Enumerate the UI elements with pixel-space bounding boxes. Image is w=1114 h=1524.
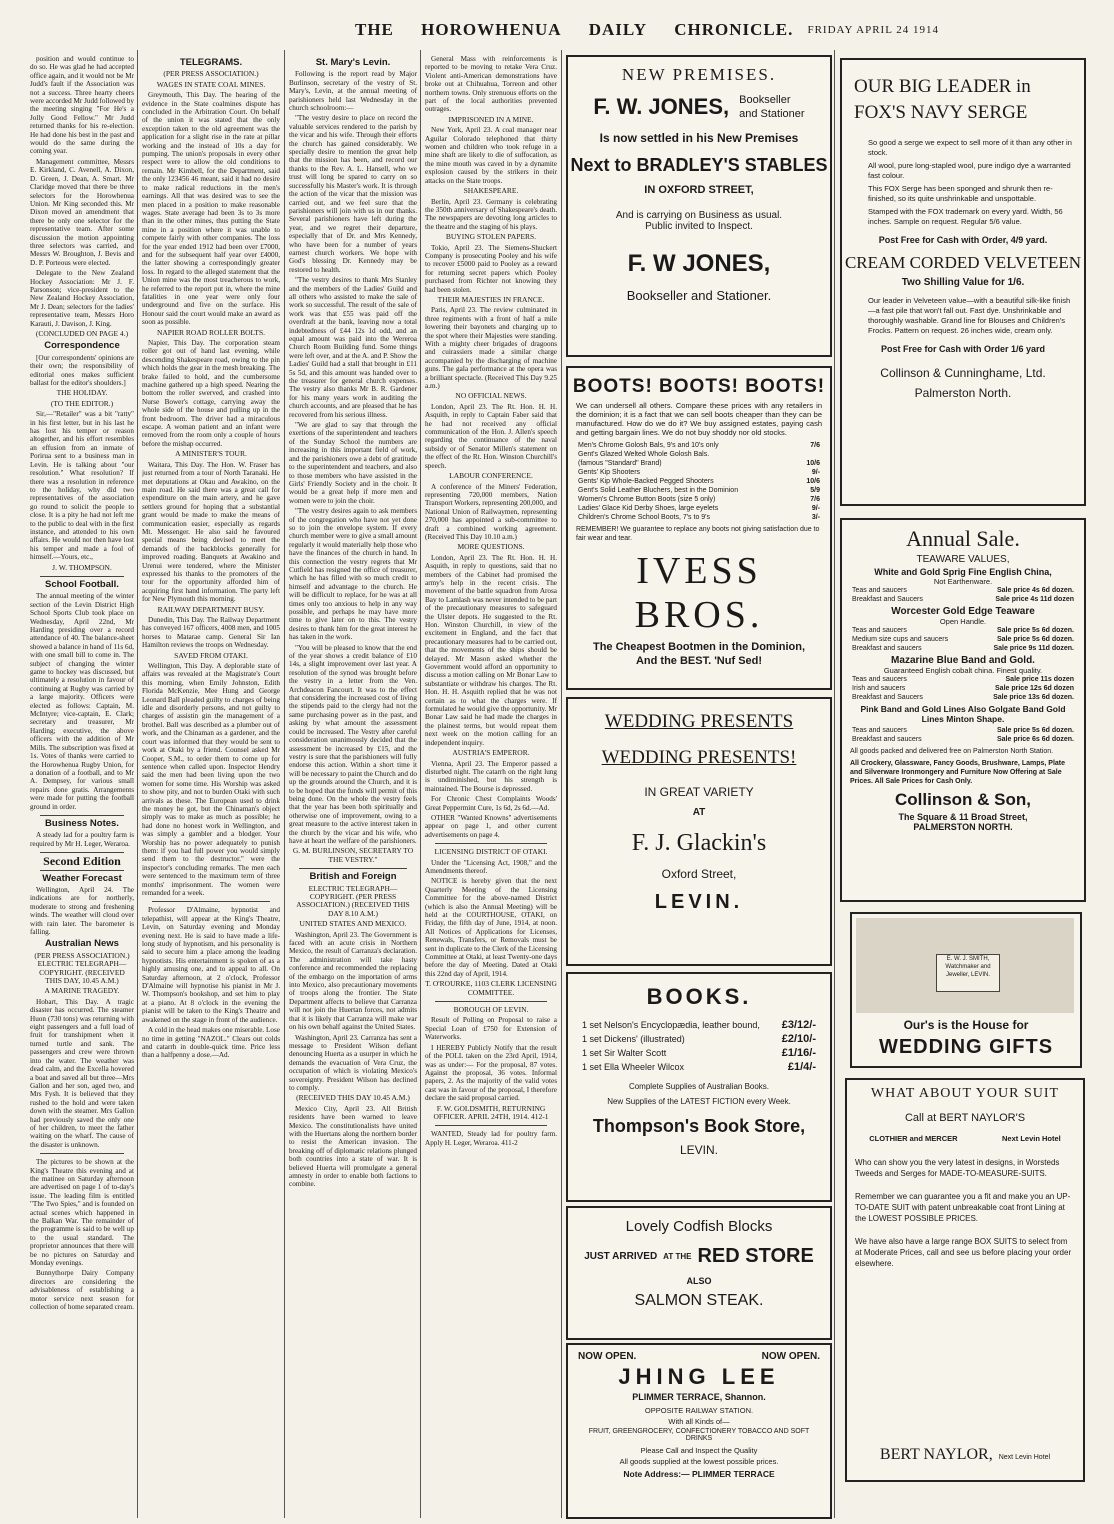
price-row — [578, 486, 820, 495]
ad-line: Call at BERT NAYLOR'S — [904, 1112, 1026, 1124]
ad-name: F. W. JONES, — [593, 94, 730, 119]
article-text: Tokio, April 23. The Siemens-Shuckert Company is prosecuting Pooley and his wife to recover £5000 paid to Pooley as a reward for returning secret papers which Pooley purchased from Richter not knowing they had been stolen. — [425, 243, 557, 294]
wire-credit: (PER PRESS ASSOCIATION.) — [163, 69, 259, 79]
article-text: London, April 23. The Rt. Hon. H. H. Asquith, in reply to Captain Faber said that he had not received any official communication of the Hon. J. Allen's speech regarding the continuance of the naval subsidy or of Senator Millen's statement on the effect of the Rt. Hon. Winston Churchill's speech. — [425, 402, 557, 470]
masthead — [0, 0, 1114, 44]
ad-line: Not Earthenware. — [933, 577, 993, 586]
price-item: 1 set Dickens' (illustrated) — [582, 1034, 685, 1044]
price-value: Sale price 11s dozen — [1005, 676, 1074, 683]
divider — [40, 815, 124, 816]
price-list — [568, 1018, 830, 1074]
article-text: Napier, This Day. The corporation steam roller got out of hand last evening, while descending Shakespeare road, owing to the pin which holds the gear in the mesh breaking. The brake failed to hold, and the cumbersome machine gathered up a high speed. Nearing the bottom the roller swerved, and crashed into Nurse Bower's cottage, carrying away the whole side of the house and pulling up in the front bedroom. The driver had a miraculous escape. A woman patient and an infant were removed from the room only a couple of hours before the mishap occurred. — [142, 339, 280, 448]
ad-title: Annual Sale. — [906, 526, 1020, 551]
price-value: 10/6 — [806, 460, 820, 467]
article-text: A cold in the head makes one miserable. Lose no time in getting "NAZOL." Clears out colds and catarrh in double-quick time. Price less than a halfpenny a dose.—Ad. — [142, 1026, 280, 1060]
ad-text: REMEMBER! We guarantee to replace any boots not giving satisfaction due to fair wear and tear. — [576, 526, 820, 542]
ad-line: All goods supplied at the lowest possible prices. — [619, 1457, 779, 1466]
ad-line: New Supplies of the LATEST FICTION every Week. — [607, 1097, 791, 1106]
ad-text: We can undersell all others. Compare these prices with any retailers in the dominion; it is a fact that we can sell boots cheaper than they can be manufactured. How do we do it? We buy assigned estates, paying cash and getting bargain lines. We do not buy shoddy nor old stocks. — [576, 401, 822, 437]
price-row — [852, 693, 1074, 702]
price-value: 9/- — [811, 469, 820, 476]
divider — [435, 1001, 547, 1002]
article-text: Paris, April 23. The review culminated in three regiments with a front of half a mile lowering their bayonets and charging up to the spot where their Majesties were standing. With a mighty cheer brigades of dragoons and cuirassiers made a similar charge accompanied by the discharging of machine guns. The gala performance at the opera was a brilliant spectacle. (Received This Day 9.25 a.m.) — [425, 306, 557, 391]
ad-line: Palmerston North. — [914, 386, 1012, 400]
price-item: (famous "Standard" Brand) — [578, 460, 662, 467]
article-text: Wellington, This Day. A deplorable state of affairs was revealed at the Magistrate's Court this morning, when Emily Johnston, Edith Florida McKenzie, Mee Hung and George Leonard Ball pleaded guilty to charges of being idle and disorderly persons, and not guilty to charges of assistin gin the management of a brothel. Ball was described as a plumber out of work, and the Chinaman as a gardener, and the court was informed that they would be sent to work at Otaki by a friend. Counsel asked Mr Cooper, S.M., to order them to come up for sentence when called upon. Inspector Hendry said the men had been living upon the two women for some time. His Worship was asked to show pity, and not to burden Otaki with such arrivals as these. The European used to drink the money he got, but the Chinaman's object simply was to make as much as possible; he had done no honest work in Wellington, and was simply a gambler and a blodger. Your Worship has no power adequately to punish them: if you had full power you would simply send them to the destructor." were the inspector's concluding remarks. The men each were sentenced to the maximum term of three months' imprisonment. The women were remanded for a week. — [142, 662, 280, 897]
ad-line: NOW OPEN. — [578, 1351, 637, 1362]
price-item: Gent's Glazed Welted Whole Golosh Bals. — [578, 451, 710, 458]
article-text: Mexico City, April 23. All British residents have been warned to leave Mexico. The constitutionalists have united with the Huertans along the northern border to resist the American invasion. The breaking off of diplomatic relations plunged both countries into a state of war. It is believed Huerta will promulgate a general amnesty in order to enable both factions to combine. — [289, 1104, 417, 1189]
wire-credit: (PER PRESS ASSOCIATION.) ELECTRIC TELEGRAPH—COPYRIGHT. (RECEIVED THIS DAY, 10.45 A.M.) — [34, 950, 130, 986]
ad-glackin — [566, 697, 832, 966]
article-text: Waitara, This Day. The Hon. W. Fraser has just returned from a tour of North Taranaki. He met deputations at Okau and Awakino, on the main road. He said there was a great call for expenditure on the main artery, and he gave settlers ground for hoping that a substantial grant would be made to make the means of communication easier, especially as regards Mt. Messenger. He also said he favoured special means being devised to meet the demands of the backblocks generally for improved roading. Banquets at Awakino and Urenui were tendered, where the Minister expressed his thanks to the promoters of the tour for the opportunity afforded him of acquiring first hand information. The party left for New Plymouth this morning. — [142, 460, 280, 604]
article-text: "The vestry desires again to ask members of the congregation who have not yet done so to join the envelope system. If every church member were to give a small amount regularly it would materially help those who have the finances of the church in hand. In this connection the vestry regrets that Mr Cutfield has resigned the office of treasurer, which he has filled with so much credit to himself and advantage to the church. He will be difficult to replace, for he was at all times only too anxious to help in any way possible, and perhaps he may have more time to give later on to this. The vestry desires to thank him for the great interest he has taken in the work. — [289, 507, 417, 642]
ad-title: CREAM CORDED VELVETEEN — [844, 253, 1082, 272]
section-heading: TELEGRAMS. — [179, 57, 243, 68]
ad-line: RED STORE — [697, 1245, 814, 1267]
price-row — [582, 1046, 816, 1060]
ad-line: Complete Supplies of Australian Books. — [628, 1082, 770, 1091]
price-item: 1 set Ella Wheeler Wilcox — [582, 1062, 685, 1072]
notice-signature: T. O'ROURKE, 1103 CLERK LICENSING COMMITTEE. — [425, 979, 557, 997]
price-item: Children's Chrome School Boots, 7's to 9's — [578, 514, 711, 521]
edition-heading: Second Edition — [43, 854, 121, 869]
price-list — [842, 726, 1084, 744]
price-row — [852, 726, 1074, 735]
price-item: 1 set Sir Walter Scott — [582, 1048, 667, 1058]
notice-heading: LICENSING DISTRICT OF OTAKI. — [434, 847, 548, 857]
article-subheading: (TO THE EDITOR.) — [50, 398, 114, 408]
price-value: 7/6 — [810, 442, 820, 449]
price-value: Sale price 5s 6d dozen. — [996, 627, 1074, 634]
price-row — [578, 450, 820, 459]
ad-line: White and Gold Sprig Fine English China, — [874, 567, 1052, 577]
ad-line: With all Kinds of— — [668, 1417, 730, 1426]
price-item: Breakfast and saucers — [852, 736, 922, 743]
column-1 — [30, 55, 134, 1517]
price-row — [852, 644, 1074, 653]
price-item: Irish and saucers — [852, 685, 906, 692]
ad-name: Collinson & Son, — [895, 790, 1031, 809]
notice-subheading: Result of Polling on Proposal to raise a Special Loan of £750 for Extension of Waterworks. — [425, 1016, 557, 1042]
price-row — [852, 684, 1074, 693]
divider — [40, 576, 124, 577]
article-text: Dunedin, This Day. The Railway Department has conveyed 167 officers, 4008 men, and 1005 horses to Matarae camp. General Sir Ian Hamilton reviews the troops on Wednesday. — [142, 616, 280, 650]
ad-line: JUST ARRIVED — [584, 1251, 658, 1262]
price-row — [582, 1060, 816, 1074]
price-row — [578, 513, 820, 522]
ad-text: Stamped with the FOX trademark on every yard. Width, 56 inches. Sample on request. Regular 5/6 value. — [868, 207, 1063, 226]
article-heading: LABOUR CONFERENCE. — [449, 471, 533, 481]
article-text: A steady lad for a poultry farm is required by Mr H. Leger, Weraroa. — [30, 831, 134, 848]
ad-jones — [566, 55, 832, 357]
ad-role: and Stationer — [739, 108, 805, 120]
price-row — [578, 468, 820, 477]
article-heading: SHAKESPEARE. — [463, 186, 519, 196]
ad-line: The Cheapest Bootmen in the Dominion, — [592, 641, 806, 653]
ad-line: NOW OPEN. — [761, 1351, 820, 1362]
article-heading: WAGES IN STATE COAL MINES. — [156, 79, 266, 89]
price-item: Breakfast and Saucers — [852, 694, 923, 701]
ad-text: Remember we can guarantee you a fit and make you an UP-TO-DATE SUIT with patent unbreakable coat front Lining at the LOWEST POSSIBLE PRICES. — [855, 1192, 1071, 1223]
ad-line: Post Free for Cash with Order, 4/9 yard. — [878, 235, 1048, 245]
column-2 — [142, 55, 280, 1517]
ad-name: F. W JONES, — [627, 250, 771, 277]
article-text: "You will be pleased to know that the end of the year shows a credit balance of £10 14s, a slight improvement over last year. A resolution of the synod was brought before the vestry in a letter from the Ven. Archdeacon Fancourt. It was to the effect that considering the increased cost of living the stipends paid to the clergy had not the same purchasing power as in the past, and asking by what amount the assessment could be increased. The Vestry after careful consideration unanimously decided that the assessment be increased by £15, and the vestry is sure that the parishioners will fully endorse this action. Within a short time it will be necessary to paint the Church and do up the grounds around the Church, and it is to be hoped that the funds will permit of this being done. On the whole the vestry feels that the year has been both spiritually and otherwise one of improvement, owing to a great measure to the active interest taken in the church by the vicar and his wife, who have at heart the welfare of the parishioners. — [289, 643, 417, 845]
price-item: Men's Chrome Golosh Bals, 9's and 10's only — [578, 442, 719, 449]
ad-line: LEVIN. — [654, 891, 744, 913]
section-heading: Correspondence — [44, 340, 120, 352]
article-heading: A MINISTER'S TOUR. — [175, 449, 247, 459]
article-heading: NO OFFICIAL NEWS. — [455, 391, 527, 401]
article-text: "The vestry desire to place on record the valuable services rendered to the parish by the vicar and his wife. Through their efforts the church has gained considerably. We specially desire to mention the great help that the mission has been, and record our thanks to the Rev. A. L. Hansell, who we trust will long be spared to carry on so successfully his Master's work. It is through the action of the vicar that the mission was carried out, and we feel sure that the parishioners will join with us in our thanks. Several parishioners have left during the year, and we regret their departure, especially that of Dr. and Mrs Kennedy, who have been for a number of years earnest church workers. We hope with God's blessing Dr. Kennedy may be restored to health. — [289, 114, 417, 274]
ad-line: ALSO — [686, 1276, 712, 1286]
price-value: 10/6 — [806, 478, 820, 485]
ad-jhing-lee — [566, 1343, 832, 1519]
price-row — [578, 504, 820, 513]
ad-line: Next Levin Hotel — [998, 1454, 1051, 1461]
report-signature: G. M. BURLINSON, SECRETARY TO THE VESTRY." — [292, 846, 414, 864]
ad-line: And is carrying on Business as usual. — [615, 210, 783, 221]
ad-text: Who can show you the very latest in designs, in Worsteds Tweeds and Serges for MADE-TO-MEASURE-SUITS. — [855, 1158, 1060, 1178]
column-rule — [834, 50, 835, 1518]
ad-title: BOOTS! BOOTS! BOOTS! — [572, 376, 826, 397]
ad-line: Open Handle. — [939, 617, 987, 626]
section-heading: Business Notes. — [45, 817, 119, 829]
price-item: Gents' Kip Shooters — [578, 469, 641, 476]
ad-line: LEVIN. — [679, 1143, 718, 1157]
price-item: Ladies' Glace Kid Derby Shoes, large eyelets — [578, 505, 719, 512]
price-list — [568, 441, 830, 522]
divider — [152, 901, 270, 902]
price-item: Teas and saucers — [852, 627, 907, 634]
price-value: £1/4/- — [787, 1061, 816, 1073]
price-value: 9/- — [811, 505, 820, 512]
ad-title: WHAT ABOUT YOUR SUIT — [870, 1086, 1060, 1101]
divider — [435, 843, 547, 844]
article-text: Washington, April 23. Carranza has sent a message to President Wilson defiant denouncing Huerta as a usurper in which he demands the evacuation of Vera Cruz, the occupation of which is violating Mexico's sovereignty. President Wilson has declined to comply. — [289, 1033, 417, 1092]
price-item: Breakfast and Saucers — [852, 596, 923, 603]
ad-brand: IVESS BROS. — [634, 550, 764, 636]
article-text: Vienna, April 23. The Emperor passed a disturbed night. The catarrh on the right lung is undiminished, but his strength is maintained. The Bourse is depressed. — [425, 759, 557, 793]
notice-subheading: Under the "Licensing Act, 1908," and the Amendments thereof. — [425, 858, 557, 875]
article-text: A conference of the Miners' Federation, representing 720,000 members, Nation Transport Workers, representing 200,000, and National Union of Railwaymen, representing 270,000 has appointed a sub-committee to draft a combined working agreement. (Received This Day 10.10 a.m.) — [425, 482, 557, 541]
price-row — [582, 1018, 816, 1032]
column-4 — [425, 55, 557, 1517]
price-value: Sale price 5s 6d dozen. — [996, 636, 1074, 643]
ad-line: Two Shilling Value for 1/6. — [901, 277, 1025, 288]
article-heading: UNITED STATES AND MEXICO. — [299, 919, 407, 929]
ad-line: Worcester Gold Edge Teaware — [891, 606, 1035, 617]
price-value: Sale price 4s 6d dozen. — [996, 587, 1074, 594]
ad-line: Is now settled in his New Premises — [599, 131, 799, 145]
price-value: Sale price 6s 6d dozen. — [996, 736, 1074, 743]
article-heading: SAVED FROM OTAKI. — [174, 650, 248, 660]
article-text: The pictures to be shown at the King's Theatre this evening and at the matinee on Saturday afternoon are advertised on page 1 of to-day's issue. The leading film is entitled "The Two Spies," and is founded on actual scenes which happened in the Balkan War. The remainder of the programme is said to be well up to the usual standard. The proprietor announces that there will be no pictures on Saturday and Monday evenings. — [30, 1158, 134, 1268]
price-item: Medium size cups and saucers — [852, 636, 949, 643]
small-ad: WANTED, Steady lad for poultry farm. Apply H. Leger, Weraroa. 411-2 — [425, 1130, 557, 1147]
price-list — [842, 586, 1084, 604]
section-heading: Weather Forecast — [42, 872, 122, 884]
ad-collinson-sale — [840, 518, 1086, 902]
letter-signature: J. W. THOMPSON. — [52, 562, 112, 572]
price-value: Sale price 12s 6d dozen — [995, 685, 1074, 692]
price-item: Teas and saucers — [852, 727, 907, 734]
article-text: Delegate to the New Zealand Hockey Association: Mr J. F. Parsonson; vice-president to the New Zealand Hockey Association, Mr J. Dean; selectors for the ladies' representative team, Messrs Horo Karauti, J. Davison, J. King. — [30, 269, 134, 328]
ad-text: This FOX Serge has been sponged and shrunk then re-finished, so its quite unshrinkable and unspottable. — [868, 184, 1053, 203]
price-value: £2/10/- — [781, 1033, 816, 1045]
small-ad: For Chronic Chest Complaints Woods' Great Peppermint Cure, 1s 6d, 2s 6d.—Ad. — [425, 795, 557, 812]
ad-title: WEDDING PRESENTS! — [601, 747, 797, 768]
price-value: Sale price 13s 6d dozen. — [993, 694, 1074, 701]
price-value: Sale price 4s 11d dozen — [995, 596, 1074, 603]
ad-line: Post Free for Cash with Order 1/6 yard — [880, 344, 1046, 354]
ad-line: SALMON STEAK. — [634, 1292, 764, 1309]
letter-text: Sir,—"Retailer" was a bit "ratty" in his first letter, but in his last he has lost his temper or reason altogether, and his effort resembles an effusion from an inmate of Porirua sent to a business man in Levin. He is talking about "our resolution." What resolution? If there was a resolution in reference to the holiday, why did two representatives of the association go round to solicit the people to close. It is a pity he had not left me to the public to deal with in the first instance, and attended to his own affairs. He would not then have lost his temper and made a fool of himself.—Yours, etc., — [30, 410, 134, 562]
notice-text: I HEREBY Publicly Notify that the result of the POLL taken on the 23rd April, 1914, was as under:— For the proposal, 87 votes. Against the proposal, 36 votes. Informal papers, 2. As the majority of the valid votes cast was in favour of the proposal, I therefore declare the said proposal carried. — [425, 1043, 557, 1103]
ad-text: So good a serge we expect to sell more of it than any other in stock. — [868, 138, 1072, 157]
article-heading: BUYING STOLEN PAPERS. — [445, 232, 537, 242]
ad-line: IN OXFORD STREET, — [644, 184, 754, 196]
article-heading: THE HOLIDAY. — [56, 388, 108, 398]
ad-ivess — [566, 366, 832, 690]
price-value: Sale price 9s 11d dozen. — [993, 645, 1074, 652]
price-value: 7/6 — [810, 496, 820, 503]
price-row — [582, 1032, 816, 1046]
article-text: Following is the report read by Major Burlinson, secretary of the vestry of St. Mary's, Levin, at the annual meeting of parishioners held last Wednesday in the church schoolroom:— — [289, 70, 417, 113]
price-item: Teas and saucers — [852, 676, 907, 683]
ad-line: Our's is the House for — [903, 1018, 1029, 1032]
price-row — [852, 586, 1074, 595]
ad-text: Our leader in Velveteen value—with a beautiful silk-like finish—a fast pile that won't fall out. Fast dye. Unshrinkable and thoroughly washable. Grand line for Blouses and Children's Frocks. Pattern on request. 26 inches wide, cream only. — [868, 296, 1071, 335]
price-list — [842, 675, 1084, 702]
ad-line: Note Address:— PLIMMER TERRACE — [623, 1469, 775, 1479]
article-text: London, April 23. The Rt. Hon. H. H. Asquith, in reply to questions, said that no members of the Cabinet had promised the army's help in the recent crisis. The movement of the battle squadron from Arosa Bay to Lamlash was never intended to be part of the precautionary measures to safeguard the Ulster depots. He suggested to the Rt. Hon. Winston Churchill, in view of the excitement in England, and the fact that precautionary measures had to be carried out, that the movements of the ships should be delayed. Mr Mason asked whether the Government would afford an opportunity to discuss a motion calling on Mr Bonar Law to substantiate or withdraw his charges. The Rt. Hon. H. H. Asquith replied that he was not certain as to what the charges were. If formulated he would give the opportunity. Mr Bonar Law said he had made the charges in the plainest terms, but would repeat them next week on the motion calling for an independent inquiry. — [425, 553, 557, 747]
article-heading: RAILWAY DEPARTMENT BUSY. — [157, 604, 265, 614]
ad-name: JHING LEE — [618, 1364, 780, 1389]
ad-title: FOX'S NAVY SERGE — [854, 102, 1028, 123]
column-rule — [284, 50, 285, 1518]
ad-line: Next Levin Hotel — [1002, 1134, 1061, 1143]
jeweller-plate: E. W. J. SMITH, Watchmaker and Jeweller, LEVIN. — [936, 954, 1000, 992]
ad-line: Oxford Street, — [661, 867, 737, 881]
ad-text: All Crockery, Glassware, Fancy Goods, Brushware, Lamps, Plate and Silverware Ironmongery and Furniture Now Offering at Sale Prices. All Sale Prices for Cash Only. — [850, 760, 1066, 785]
price-row — [852, 635, 1074, 644]
price-item: Gents' Kip Whole-Backed Pegged Shooters — [578, 478, 714, 485]
article-text: General Mass with reinforcements is reported to be moving to retake Vera Cruz. Violent anti-American demonstrations have broke out at Chihuahua, Torreon and other northern towns. Only strenuous efforts on the part of the local authorities prevented outrages. — [425, 55, 557, 114]
continued-note: (CONCLUDED ON PAGE 4.) — [35, 329, 129, 338]
price-row — [578, 495, 820, 504]
ad-fox-serge — [840, 58, 1086, 506]
article-text: Professor D'Almaine, hypnotist and telepathist, will appear at the King's Theatre, Levin, on Saturday evening and Monday evening next. He is said to have made a life-long study of hypnotism, and his personality is said to secure him a place among the leading hypnotists. His entertainment is spoken of as a highly amusing one, and to appeal to all. On Saturday afternoon, at 2 o'clock, Professor D'Almaine will hypnotise his pianist in Mr J. W. Thompson's bookshop, and set him to play at a piano. At 8 o'clock in the evening the pianist will be taken to the King's Theatre and awakened on the stage in front of the audience. — [142, 906, 280, 1024]
ad-text: All goods packed and delivered free on Palmerston North Station. — [850, 748, 1054, 755]
wire-credit: (RECEIVED THIS DAY 10.45 A.M.) — [296, 1093, 410, 1103]
newspaper-title: THE HOROWHENUA DAILY CHRONICLE. — [355, 20, 794, 39]
article-text: Management committee, Messrs E. Kirkland, C. Avenell, A. Dixon, D. Green, J. Dean, A. Smart. Mr Claridge moved that there be three selectors for the Horowhenua Union. Mr King seconded this. Mr Dixon moved an amendment that there be only one selector for the representative team. After some discussion the motion appointing three selectors was carried, and Messrs W. Broughton, J. Bevis and D. P. Porteous were elected. — [30, 157, 134, 267]
price-row — [852, 735, 1074, 744]
article-text: Hobart, This Day. A tragic disaster has occurred. The steamer Huon (730 tons) was returning with eight passengers and a full load of fruit for transhipment when it turned turtle and sank. The passengers and crew were thrown into the water. The weather was dead calm, and the Excella hovered a boat and saved all but three—Mrs Gallon and her son, aged two, and Mrs Fysh. It is believed that they rushed to the hold and were taken down with the steamer. Mrs Gallon had previously saved the only one of her children, to meet the father waiting on the wharf. The cause of the disaster is unknown. — [30, 997, 134, 1149]
article-heading: AUSTRIA'S EMPEROR. — [452, 748, 530, 758]
article-text: Berlin, April 23. Germany is celebrating the 350th anniversary of Shakespeare's death. The newspapers are devoting long articles to the theatre and the staging of his plays. — [425, 197, 557, 231]
article-heading: IMPRISONED IN A MINE. — [448, 114, 534, 124]
article-heading: A MARINE TRAGEDY. — [44, 986, 120, 996]
price-item: Women's Chrome Button Boots (size 5 only) — [578, 496, 716, 503]
ad-title: Lovely Codfish Blocks — [625, 1218, 773, 1235]
price-list — [842, 626, 1084, 653]
ad-title: OUR BIG LEADER in — [854, 76, 1031, 97]
column-3 — [289, 55, 417, 1517]
article-text: position and would continue to do so. He was glad he had accepted office again, and it would not be Mr Judd's fault if the Association was not a success. Three hearty cheers were accorded Mr Judd followed by the meeting singing "For He's a Jolly Good Fellow." Mr Judd returned thanks for his re-election. He had done his best in the past and would do the same during the coming year. — [30, 55, 134, 156]
ad-line: Pink Band and Gold Lines Also Golgate Band Gold Lines Minton Shape. — [860, 704, 1066, 724]
article-text: New York, April 23. A coal manager near Aguilar Colorado telephoned that thirty women and children who took refuge in a mine shaft are likely to die of suffocation, as the mine mouth was caved in by a dynamite explosion caused by the strikers in their attacks on the State troops. — [425, 126, 557, 185]
article-text: "We are glad to say that through the exertions of the superintendent and teachers of the Sunday School the numbers are increasing in this important field of work, and the parishioners owe a debt of gratitude to the superintendent and teachers, and also to those members who have assisted in the Girls' Friendly Society and in the choir. It would be a great help if more men and women were to join the choir. — [289, 421, 417, 505]
article-text: The annual meeting of the winter section of the Levin District High School Sports Club took place on Wednesday, April 22nd, Mr Harding presiding over a record attendance of 40. The balance-sheet showed a balance in hand of 11s 6d, with one small bill to come in. The subject of changing the winter game to hockey was discussed, but ultimately a resolution in favour of continuing at Rugby was carried by a large majority. Officers were elected as follows: Captain, M. McIntyre; vice-captain, E. Clark; secretary and treasurer, Mr Harding; executive, the above officers with the addition of Mr Mills. The subscription was fixed at 1s. Votes of thanks were carried to the Horowhenua Rugby Union, for a donation of a football, and to Mr A. Dempsey, for various small repairs done gratis. Arrangements were made for putting the football ground in order. — [30, 592, 134, 811]
section-heading: British and Foreign — [309, 871, 397, 883]
ad-line: And the BEST. 'Nuf Sed! — [635, 655, 763, 667]
article-heading: NAPIER ROAD ROLLER BOLTS. — [156, 327, 266, 337]
ad-line: CLOTHIER and MERCER — [869, 1134, 958, 1143]
section-heading: School Football. — [45, 578, 119, 590]
article-heading: MORE QUESTIONS. — [457, 542, 525, 552]
ad-line: The Square & 11 Broad Street, — [898, 812, 1028, 822]
ad-title: WEDDING PRESENTS — [604, 711, 794, 732]
ad-line: Mazarine Blue Band and Gold. — [891, 655, 1035, 666]
notice-heading: BOROUGH OF LEVIN. — [453, 1005, 529, 1015]
editorial-note: [Our correspondents' opinions are their own; the responsibility of editorial ones makes sufficient ballast for the editor's shoulders.] — [30, 353, 134, 388]
price-value: £3/12/- — [781, 1019, 816, 1031]
price-item: 1 set Nelson's Encyclopædia, leather bound, — [582, 1020, 760, 1030]
ad-line: OPPOSITE RAILWAY STATION. — [644, 1406, 754, 1415]
ad-role: Bookseller and Stationer. — [626, 288, 772, 303]
ad-line: AT THE — [663, 1252, 692, 1261]
price-item: Breakfast and saucers — [852, 645, 922, 652]
ad-bert-naylor — [845, 1078, 1085, 1482]
ad-line: AT — [692, 807, 706, 818]
ad-line: FRUIT, GREENGROCERY, CONFECTIONERY TOBACCO AND SOFT DRINKS — [588, 1428, 810, 1442]
price-value: £1/16/- — [781, 1047, 816, 1059]
ad-name: Collinson & Cunninghame, Ltd. — [880, 366, 1046, 380]
ad-smith-wedding-gifts — [850, 912, 1082, 1068]
ad-text: All wool, pure long-stapled wool, pure indigo dye a warranted fast colour. — [868, 161, 1071, 180]
article-text: Washington, April 23. The Government is faced with an acute crisis in Northern Mexico, the result of Carranza's declaration. The administration will take hasty conference and recommended the replacing of the embargo on the importation of arms into Mexico, also precautionary movements of troops along the frontier. The State Department affects to believe that Carranza will not join the Huertan forces, not admits that it is likely that Carranza will make war on his own behalf against the United States. — [289, 930, 417, 1032]
ad-name: F. J. Glackin's — [631, 830, 767, 856]
ad-thompson-books — [566, 972, 832, 1202]
price-value: Sale price 5s 6d dozen. — [996, 727, 1074, 734]
article-heading: THEIR MAJESTIES IN FRANCE. — [437, 294, 545, 304]
article-text: Wellington, April 24. The indications are for northerly, moderate to strong and freshening winds. The weather will cloud over with rain later. The barometer is falling. — [30, 885, 134, 936]
price-row — [578, 477, 820, 486]
ad-line: IN GREAT VARIETY — [644, 785, 754, 799]
ad-red-store — [566, 1206, 832, 1340]
ad-title: BOOKS. — [646, 984, 752, 1009]
ad-line: Guaranteed English cobalt china. Finest quality. — [883, 666, 1043, 675]
divider — [40, 852, 124, 853]
divider — [40, 870, 124, 871]
notice-signature: F. W. GOLDSMITH, RETURNING OFFICER. APRIL 24TH, 1914. 412-1 — [433, 1103, 549, 1121]
article-text: Bunnythorpe Dairy Company directors are considering the advisableness of establishing a motor service next season for collection of home separated cream. — [30, 1269, 134, 1312]
article-text: Greymouth, This Day. The hearing of the evidence in the State coalmines dispute has concluded in the Arbitration Court. On behalf of the union it was stated that the only exception taken to the old agreement was the application for a slight rise in the rate at pillar working and the instead of 10s a day for pumping. The union's proposals in every other respect were to allow the old conditions to remain. Mr Kimbell, for the Department, said the only 123456 46 meant, said it had no desire to make radical reductions in the men's earnings. All that was desired was to see the men placed in a position to make reasonable wages. State average had been 3s to 3s more than in the other mines, thus putting the State mine in a position where it was unable to compete fairly with other companies. The loss for the year ended 1912 had been over £7000, and for the subsequent half year over £4000, the latter showing a correspondingly greater loss. In regard to the alleged statement that the Union mine was the most treacherous to work, he referred to the report put in, where the mine fatalities in one year were only four underground and five on the surface. His Honour said the court would make an award as soon as possible. — [142, 91, 280, 327]
ad-line: TEAWARE VALUES, — [916, 554, 1010, 565]
section-heading: Australian News — [45, 938, 119, 950]
ad-text: We have also have a large range BOX SUITS to select from at Moderate Prices, call and see us before placing your order elsewhere. — [855, 1237, 1072, 1268]
ad-name: Thompson's Book Store, — [592, 1116, 806, 1136]
price-value: 3/- — [811, 514, 820, 521]
divider — [435, 1125, 547, 1126]
price-item: Teas and saucers — [852, 587, 907, 594]
notice-text: NOTICE is hereby given that the next Quarterly Meeting of the Licensing Committee for the above-named District (which is also the Annual Meeting) will be held at the COURTHOUSE, OTAKI, on Friday, the fifth day of June, 1914, at noon. All Notices of Applications for Licenses, Renewals, Transfers, or Removals must be sent in duplicate to the Clerk of the Licensing Committee at Otaki, at least Twenty-one days before the day of Meeting. Dated at Otaki this 22nd day of April, 1914. — [425, 877, 557, 978]
price-value: 5/9 — [810, 487, 820, 494]
price-row — [578, 459, 820, 468]
price-row — [852, 675, 1074, 684]
ad-line: Please Call and Inspect the Quality — [640, 1446, 758, 1455]
column-rule — [137, 50, 138, 1518]
divider — [299, 868, 407, 869]
article-text: "The vestry desires to thank Mrs Stanley and the members of the Ladies' Guild and all others who assisted to make the sale of work so successful. The result of the sale of work was that £55 was paid off the overdraft at the bank, leaving now a total indebtedness of £44 12s 1d odd, and an equal amount was paid into the Wereroa Church Room Building fund. Some things were left over, and at the A. and P. Show the Ladies' Guild had a stall that brought in £11 5s 5d, and this amount was handed over to the treasurer for general church expenses. The vestry also thanks Mr B. R. Gardener for his many years work in auditing the church accounts, and are pleased that he has recovered from his serious illness. — [289, 276, 417, 419]
price-row — [578, 441, 820, 450]
price-row — [852, 595, 1074, 604]
issue-date: FRIDAY APRIL 24 1914 — [807, 24, 939, 36]
ad-line: PALMERSTON NORTH. — [913, 822, 1013, 832]
column-rule — [420, 50, 421, 1518]
ad-role: Bookseller — [739, 94, 791, 106]
wire-credit: ELECTRIC TELEGRAPH—COPYRIGHT. (PER PRESS ASSOCIATION.) (RECEIVED THIS DAY 8.10 A.M.) — [296, 883, 410, 918]
ad-title: NEW PREMISES. — [621, 65, 777, 84]
column-rule — [561, 50, 562, 1518]
ad-name: BERT NAYLOR, — [879, 1446, 993, 1463]
price-row — [852, 626, 1074, 635]
ad-line: Public invited to Inspect. — [645, 221, 753, 232]
section-heading: St. Mary's Levin. — [315, 57, 391, 68]
ad-line: Next to BRADLEY'S STABLES — [570, 155, 828, 175]
divider — [40, 1153, 124, 1154]
ad-title: WEDDING GIFTS — [878, 1036, 1054, 1058]
price-item: Gent's Solid Leather Bluchers, best in the Dominion — [578, 487, 739, 494]
ad-line: PLIMMER TERRACE, Shannon. — [632, 1392, 766, 1402]
small-ad: OTHER "Wanted Knowns" advertisements appear on page 1, and other current advertisements on page 4. — [425, 813, 557, 839]
